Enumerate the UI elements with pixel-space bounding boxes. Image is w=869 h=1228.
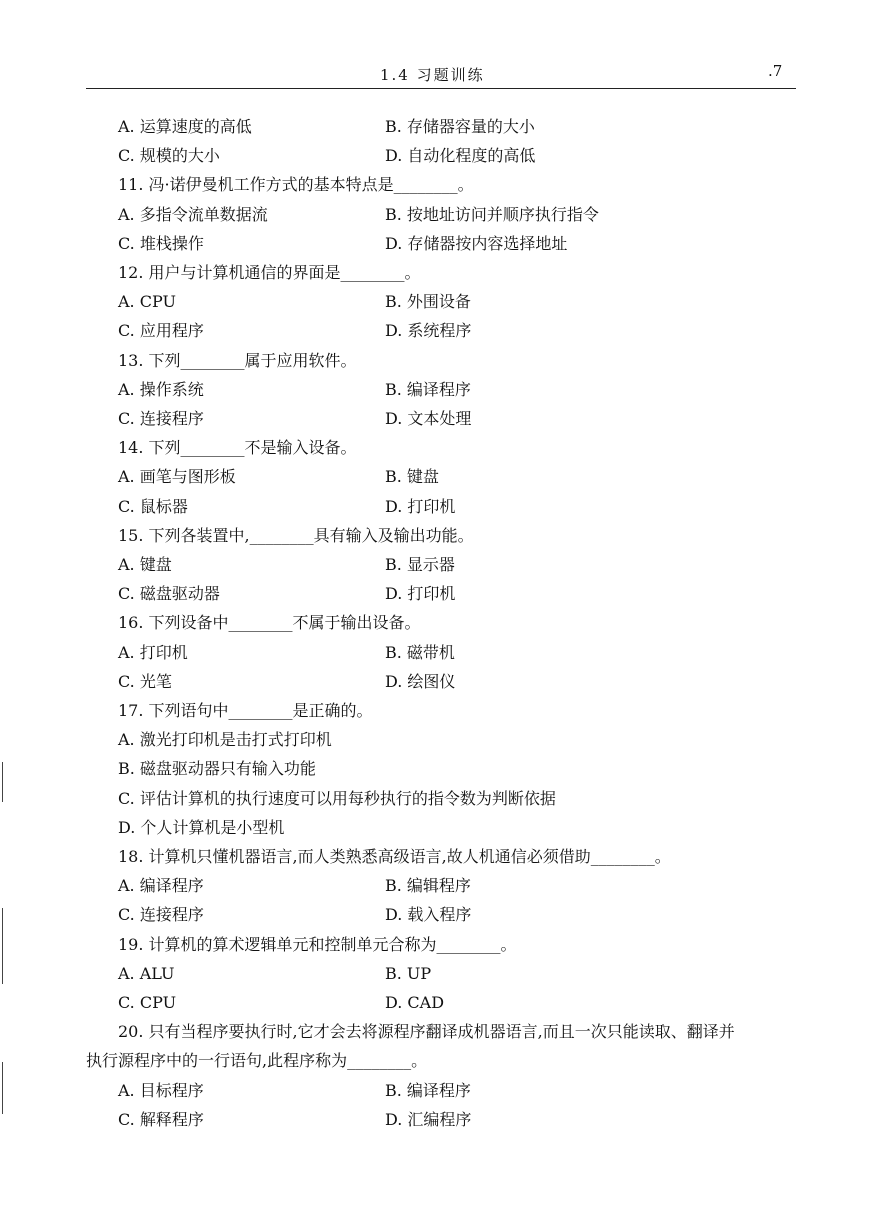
option-right: B. 键盘 <box>385 467 439 486</box>
option-left: C. 磁盘驱动器 <box>118 584 220 603</box>
question-stem: 15. 下列各装置中,________具有输入及输出功能。 <box>118 526 474 545</box>
option-right: D. 绘图仪 <box>385 672 456 691</box>
option-right: D. 系统程序 <box>385 321 472 340</box>
option-right: B. UP <box>385 964 432 983</box>
question-stem: 17. 下列语句中________是正确的。 <box>118 701 373 720</box>
option-right: B. 显示器 <box>385 555 455 574</box>
option-full: A. 激光打印机是击打式打印机 <box>118 730 332 749</box>
option-left: C. 堆栈操作 <box>118 234 204 253</box>
option-left: A. 多指令流单数据流 <box>118 205 268 224</box>
option-right: D. 打印机 <box>385 497 456 516</box>
question-stem: 18. 计算机只懂机器语言,而人类熟悉高级语言,故人机通信必须借助________。 <box>118 847 671 866</box>
option-right: D. 自动化程度的高低 <box>385 146 536 165</box>
option-left: C. 规模的大小 <box>118 146 220 165</box>
question-stem: 13. 下列________属于应用软件。 <box>118 351 357 370</box>
option-right: D. 文本处理 <box>385 409 472 428</box>
option-left: C. 鼠标器 <box>118 497 188 516</box>
question-stem: 14. 下列________不是输入设备。 <box>118 438 357 457</box>
question-stem: 16. 下列设备中________不属于输出设备。 <box>118 613 421 632</box>
question-stem: 11. 冯·诺伊曼机工作方式的基本特点是________。 <box>118 175 474 194</box>
page-header <box>0 58 869 90</box>
option-left: A. 打印机 <box>118 643 188 662</box>
option-right: B. 编译程序 <box>385 380 471 399</box>
option-right: D. 存储器按内容选择地址 <box>385 234 568 253</box>
page-number: .7 <box>768 62 783 80</box>
option-full: C. 评估计算机的执行速度可以用每秒执行的指令数为判断依据 <box>118 789 556 808</box>
margin-mark <box>2 908 3 984</box>
question-stem-continued: 执行源程序中的一行语句,此程序称为________。 <box>86 1051 428 1070</box>
option-left: C. 连接程序 <box>118 409 204 428</box>
option-right: D. CAD <box>385 993 445 1012</box>
option-left: A. 编译程序 <box>118 876 204 895</box>
option-left: A. CPU <box>118 292 176 311</box>
option-left: A. 键盘 <box>118 555 172 574</box>
option-right: B. 外围设备 <box>385 292 471 311</box>
option-left: A. 目标程序 <box>118 1081 204 1100</box>
section-title: 1.4 习题训练 <box>380 66 485 84</box>
option-left: A. 操作系统 <box>118 380 204 399</box>
header-rule <box>86 88 796 89</box>
option-left: C. 光笔 <box>118 672 172 691</box>
option-right: B. 编辑程序 <box>385 876 471 895</box>
option-left: C. 应用程序 <box>118 321 204 340</box>
option-right: B. 磁带机 <box>385 643 455 662</box>
option-left: A. 画笔与图形板 <box>118 467 236 486</box>
option-right: D. 打印机 <box>385 584 456 603</box>
option-left: C. 解释程序 <box>118 1110 204 1129</box>
option-right: B. 存储器容量的大小 <box>385 117 535 136</box>
option-full: B. 磁盘驱动器只有输入功能 <box>118 759 316 778</box>
option-left: A. ALU <box>118 964 175 983</box>
option-right: D. 汇编程序 <box>385 1110 472 1129</box>
question-stem: 20. 只有当程序要执行时,它才会去将源程序翻译成机器语言,而且一次只能读取、翻译并 <box>118 1022 735 1041</box>
question-stem: 19. 计算机的算术逻辑单元和控制单元合称为________。 <box>118 935 517 954</box>
option-left: C. CPU <box>118 993 177 1012</box>
option-left: C. 连接程序 <box>118 905 204 924</box>
question-stem: 12. 用户与计算机通信的界面是________。 <box>118 263 421 282</box>
option-full: D. 个人计算机是小型机 <box>118 818 285 837</box>
option-left: A. 运算速度的高低 <box>118 117 252 136</box>
option-right: B. 按地址访问并顺序执行指令 <box>385 205 599 224</box>
margin-mark <box>2 1062 3 1114</box>
option-right: B. 编译程序 <box>385 1081 471 1100</box>
margin-mark <box>2 762 3 802</box>
option-right: D. 载入程序 <box>385 905 472 924</box>
